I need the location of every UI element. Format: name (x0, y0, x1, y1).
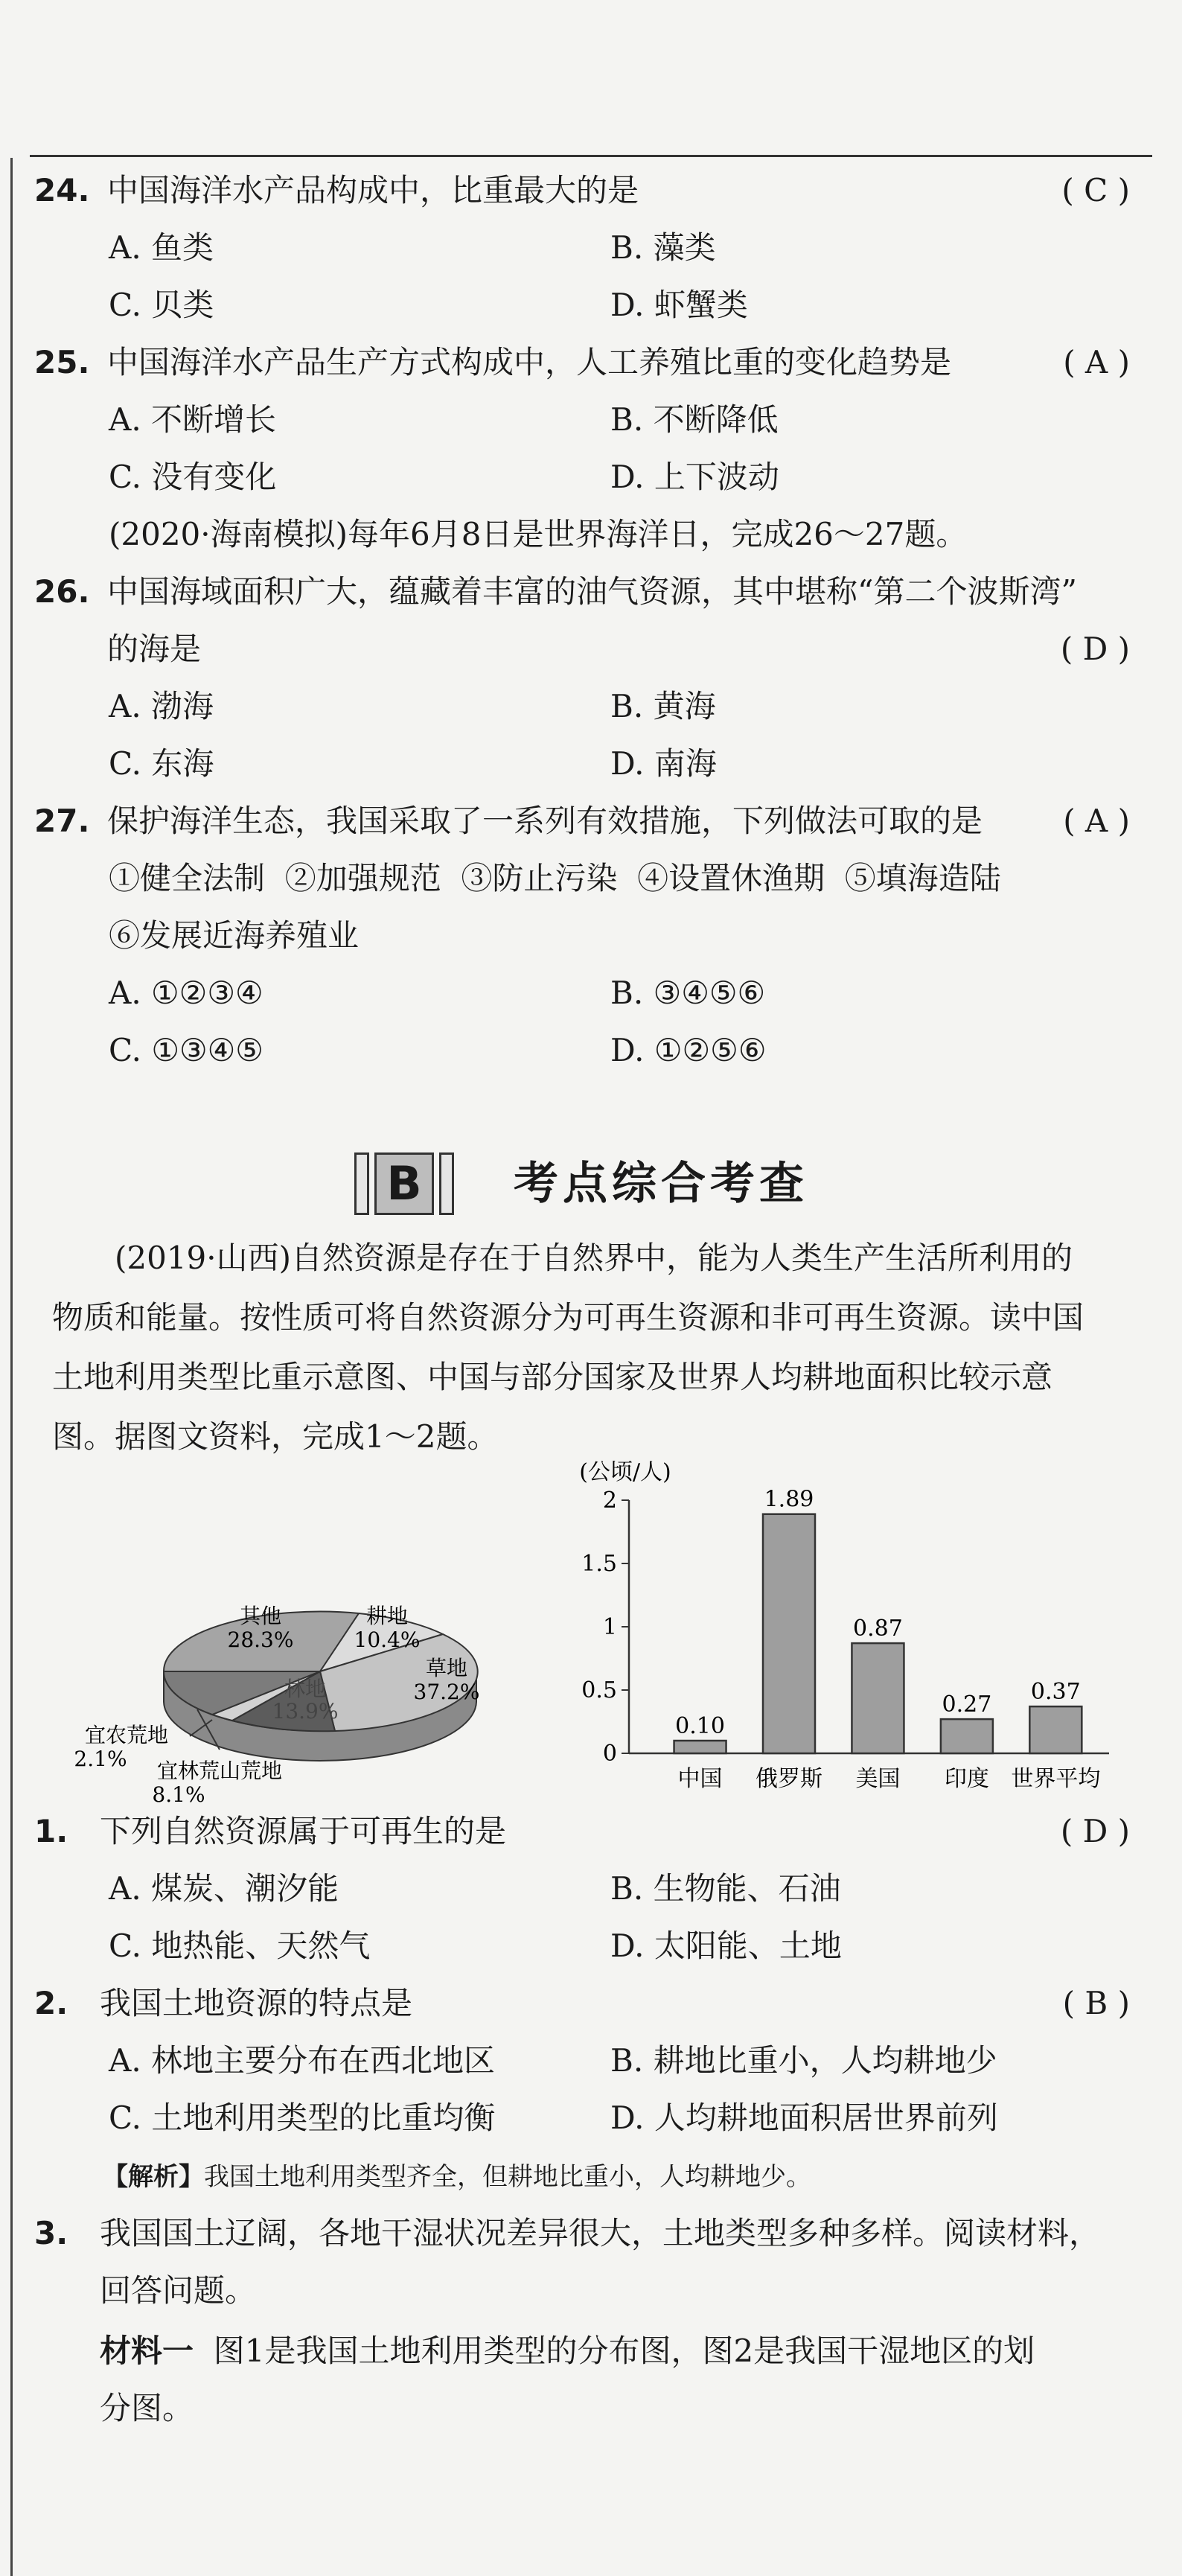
bar-2 (852, 1643, 904, 1753)
material-label: 材料一 (100, 2333, 194, 2369)
option-b: B. 不断降低 (610, 401, 779, 438)
answer: ( C ) (1061, 172, 1130, 208)
margin-rule (10, 158, 13, 2576)
option-c: C. 土地利用类型的比重均衡 (109, 2100, 496, 2136)
category-label: 美国 (855, 1766, 901, 1792)
label-grass-value: 37.2% (413, 1680, 480, 1704)
intro-text: (2020·海南模拟)每年6月8日是世界海洋日，完成26～27题。 (109, 516, 968, 552)
question-number: 27. (34, 803, 90, 839)
label-grass-name: 草地 (425, 1656, 468, 1680)
question-text: 中国海洋水产品构成中，比重最大的是 (107, 172, 639, 208)
explanation-label: 【解析】 (103, 2162, 204, 2192)
answer: ( A ) (1063, 803, 1130, 839)
option-a: A. 煤炭、潮汐能 (109, 1870, 339, 1907)
option-b: B. 耕地比重小，人均耕地少 (610, 2042, 997, 2079)
label-arable-name: 耕地 (365, 1604, 409, 1628)
label-waste-forest-value: 8.1% (152, 1782, 205, 1807)
option-d: D. 太阳能、土地 (610, 1928, 842, 1964)
label-arable-value: 10.4% (354, 1627, 421, 1652)
option-b: B. 黄海 (610, 688, 716, 724)
question-number: 26. (34, 573, 90, 610)
label-forest-name: 林地 (284, 1677, 327, 1701)
question-number: 2. (34, 1985, 68, 2021)
label-waste-forest-name: 宜林荒山荒地 (156, 1759, 283, 1783)
question-number: 1. (34, 1813, 68, 1849)
category-label: 中国 (677, 1766, 723, 1792)
question-text-cont: 的海是 (107, 631, 202, 667)
question-text: 中国海域面积广大，蕴藏着丰富的油气资源，其中堪称“第二个波斯湾” (107, 573, 1077, 610)
section-header (0, 1147, 1182, 1221)
option-c: C. ①③④⑤ (109, 1032, 263, 1068)
option-c: C. 东海 (109, 745, 214, 782)
bar-value-label: 0.10 (675, 1713, 725, 1739)
material-text-cont: 分图。 (100, 2390, 194, 2426)
y-tick-label: 1.5 (581, 1551, 617, 1577)
bar-value-label: 1.89 (764, 1486, 814, 1513)
question-text: 保护海洋生态，我国采取了一系列有效措施，下列做法可取的是 (107, 803, 983, 839)
answer: ( D ) (1060, 1813, 1130, 1849)
answer: ( A ) (1063, 344, 1130, 380)
bar-0 (674, 1741, 726, 1753)
option-d: D. 人均耕地面积居世界前列 (610, 2100, 998, 2136)
numbered-items-cont: ⑥发展近海养殖业 (109, 917, 360, 954)
option-a: A. 渤海 (109, 688, 214, 724)
question-text: 中国海洋水产品生产方式构成中，人工养殖比重的变化趋势是 (107, 344, 952, 380)
question-text: 我国国土辽阔，各地干湿状况差异很大，土地类型多种多样。阅读材料， (100, 2215, 1101, 2251)
category-label: 世界平均 (1011, 1766, 1101, 1792)
bar-value-label: 0.37 (1030, 1679, 1081, 1706)
label-waste-arable-value: 2.1% (74, 1747, 127, 1771)
explanation-text: 我国土地利用类型齐全，但耕地比重小，人均耕地少。 (204, 2162, 811, 2192)
option-c: C. 地热能、天然气 (109, 1928, 371, 1964)
bar-value-label: 0.87 (853, 1616, 903, 1642)
question-number: 25. (34, 344, 90, 380)
option-b: B. 生物能、石油 (610, 1870, 841, 1907)
question-text: 我国土地资源的特点是 (100, 1985, 413, 2021)
label-waste-arable-name: 宜农荒地 (84, 1723, 169, 1747)
question-number: 24. (34, 172, 90, 208)
option-b: B. 藻类 (610, 229, 716, 266)
option-a: A. 不断增长 (109, 401, 277, 438)
option-a: A. ①②③④ (109, 975, 263, 1011)
option-d: D. 上下波动 (610, 459, 779, 495)
section-title: 考点综合考查 (514, 1158, 808, 1210)
passage-line-1: (2019·山西)自然资源是存在于自然界中，能为人类生产生活所利用的 (115, 1240, 1073, 1276)
passage-line-3: 土地利用类型比重示意图、中国与部分国家及世界人均耕地面积比较示意 (52, 1359, 1053, 1395)
answer: ( D ) (1060, 631, 1130, 667)
top-rule (30, 155, 1152, 157)
passage-line-2: 物质和能量。按性质可将自然资源分为可再生资源和非可再生资源。读中国 (52, 1299, 1084, 1336)
option-d: D. ①②⑤⑥ (610, 1032, 767, 1068)
label-other-value: 28.3% (227, 1627, 294, 1652)
y-tick-label: 0.5 (581, 1677, 617, 1703)
y-tick-label: 1 (602, 1614, 617, 1640)
question-text-cont: 回答问题。 (100, 2272, 257, 2309)
y-tick-label: 2 (602, 1488, 617, 1514)
bar-3 (941, 1719, 993, 1753)
label-other-name: 其他 (239, 1604, 282, 1628)
option-d: D. 南海 (610, 745, 717, 782)
section-badge: B (374, 1152, 434, 1215)
y-axis-unit: (公顷/人) (579, 1459, 671, 1485)
y-tick-label: 0 (602, 1741, 617, 1767)
option-a: A. 鱼类 (109, 229, 214, 266)
option-a: A. 林地主要分布在西北地区 (109, 2042, 496, 2079)
numbered-items: ①健全法制 ②加强规范 ③防止污染 ④设置休渔期 ⑤填海造陆 (109, 860, 1001, 896)
material-text: 图1是我国土地利用类型的分布图，图2是我国干湿地区的划 (213, 2333, 1035, 2369)
question-text: 下列自然资源属于可再生的是 (100, 1813, 507, 1849)
option-c: C. 没有变化 (109, 459, 277, 495)
category-label: 印度 (944, 1766, 989, 1792)
label-forest-value: 13.9% (272, 1699, 339, 1724)
per-capita-arable-bar-chart (558, 1456, 1139, 1805)
land-use-pie-chart (60, 1563, 551, 1817)
option-c: C. 贝类 (109, 287, 214, 323)
option-d: D. 虾蟹类 (610, 287, 748, 323)
bar-value-label: 0.27 (942, 1692, 992, 1718)
bar-4 (1029, 1706, 1082, 1753)
question-number: 3. (34, 2215, 68, 2251)
answer: ( B ) (1062, 1985, 1130, 2021)
category-label: 俄罗斯 (755, 1766, 822, 1792)
option-b: B. ③④⑤⑥ (610, 975, 766, 1011)
bar-1 (763, 1514, 815, 1753)
passage-line-4: 图。据图文资料，完成1～2题。 (52, 1418, 499, 1455)
